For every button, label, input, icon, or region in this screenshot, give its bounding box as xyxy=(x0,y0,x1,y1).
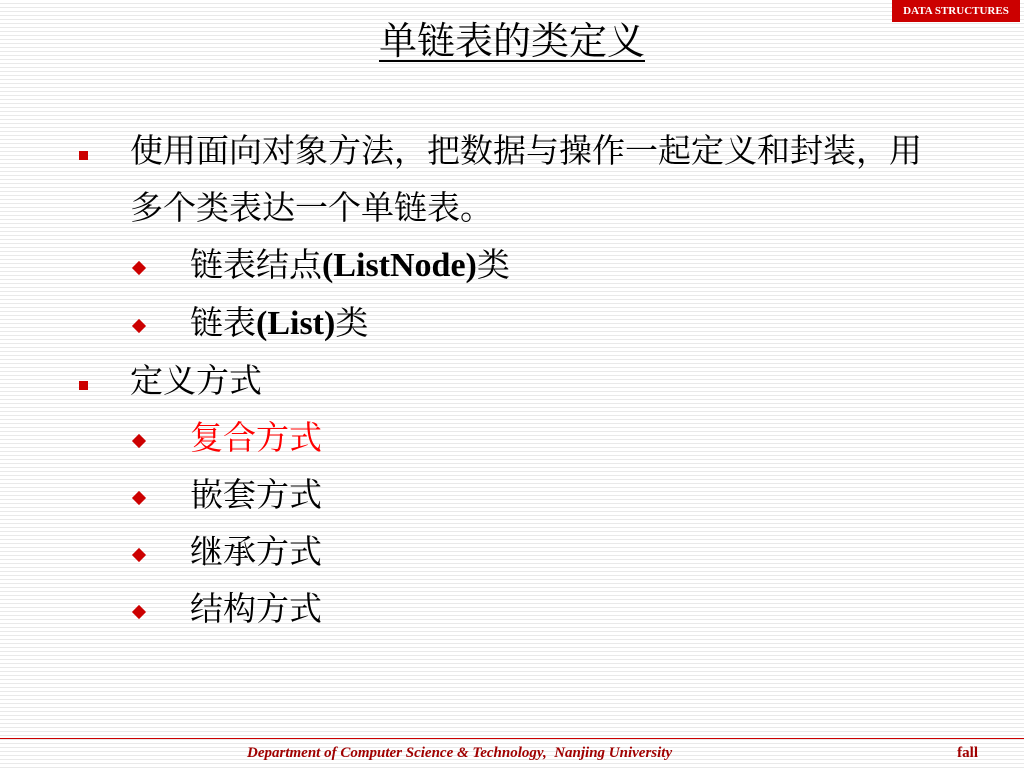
bullet-text-definition: 定义方式 xyxy=(130,361,262,400)
square-bullet-icon xyxy=(79,151,88,160)
sub-bullet-text: 继承方式 xyxy=(190,532,322,571)
sub-bullet-nested xyxy=(0,466,1024,523)
sub-bullet-text: 链表(List)类 xyxy=(190,303,369,342)
diamond-bullet-icon xyxy=(132,261,146,275)
bullet-item-oop xyxy=(0,122,930,236)
diamond-bullet-icon xyxy=(132,605,146,619)
sub-bullet-text: 结构方式 xyxy=(190,589,322,628)
sub-bullet-list xyxy=(0,294,1024,352)
diamond-bullet-icon xyxy=(132,319,146,333)
diamond-bullet-icon xyxy=(132,548,146,562)
slide-content xyxy=(0,122,1024,637)
sub-bullet-text: 链表结点(ListNode)类 xyxy=(190,245,510,284)
bullet-item-definition xyxy=(0,352,930,409)
slide-footer xyxy=(0,738,1024,769)
sub-bullet-text: 嵌套方式 xyxy=(190,475,322,514)
footer-term: fall xyxy=(957,745,978,761)
slide-title xyxy=(0,16,1024,66)
sub-bullet-text-highlighted: 复合方式 xyxy=(190,418,322,457)
sub-bullet-listnode xyxy=(0,236,1024,294)
square-bullet-icon xyxy=(79,381,88,390)
sub-bullet-struct xyxy=(0,580,1024,637)
footer-department: Department of Computer Science & Technology, Nanjing University xyxy=(247,745,673,761)
sub-bullet-composite xyxy=(0,409,1024,466)
diamond-bullet-icon xyxy=(132,434,146,448)
course-badge: DATA STRUCTURES xyxy=(892,0,1020,22)
sub-bullet-inheritance xyxy=(0,523,1024,580)
diamond-bullet-icon xyxy=(132,491,146,505)
slide-title-text: 单链表的类定义 xyxy=(378,19,645,63)
bullet-text-oop: 使用面向对象方法，把数据与操作一起定义和封装，用多个类表达一个单链表。 xyxy=(130,131,922,227)
